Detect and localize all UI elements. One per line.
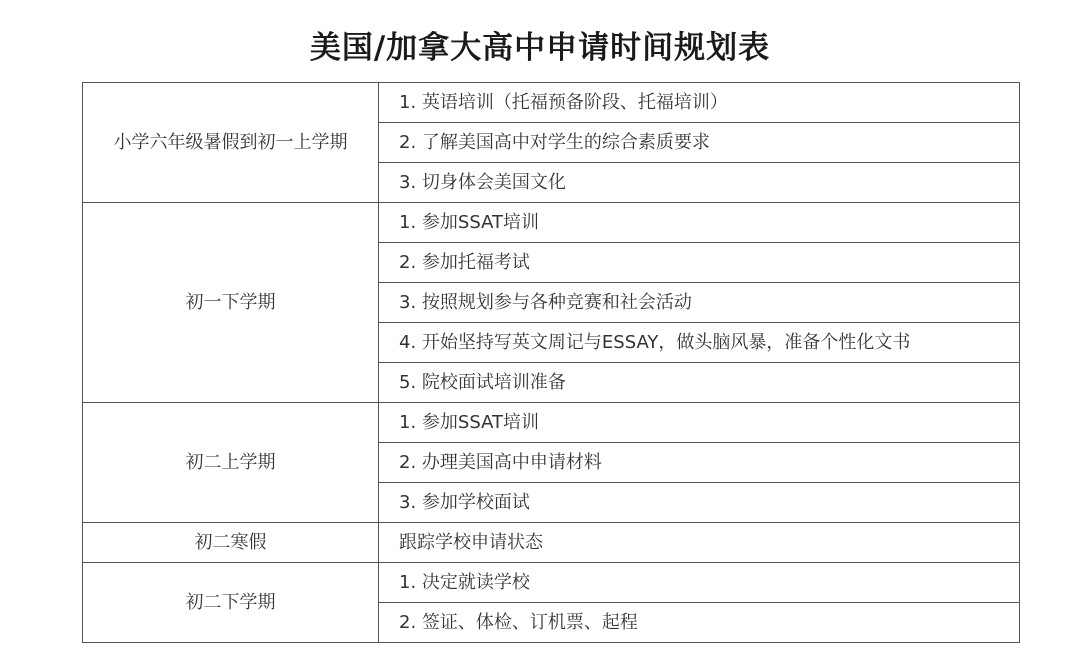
page-title: 美国/加拿大高中申请时间规划表 <box>309 30 771 66</box>
table-row <box>83 563 1020 603</box>
stage-cell: 初二寒假 <box>83 523 379 563</box>
table-row <box>83 403 1020 443</box>
table-row <box>83 83 1020 123</box>
task-cell: 1. 参加SSAT培训 <box>379 203 1020 243</box>
task-cell: 1. 参加SSAT培训 <box>379 403 1020 443</box>
timeline-table <box>82 82 1020 643</box>
task-cell: 3. 按照规划参与各种竞赛和社会活动 <box>379 283 1020 323</box>
table-row <box>83 523 1020 563</box>
task-cell: 3. 参加学校面试 <box>379 483 1020 523</box>
stage-cell: 小学六年级暑假到初一上学期 <box>83 83 379 203</box>
task-cell: 3. 切身体会美国文化 <box>379 163 1020 203</box>
task-cell: 5. 院校面试培训准备 <box>379 363 1020 403</box>
task-cell: 2. 办理美国高中申请材料 <box>379 443 1020 483</box>
table-row <box>83 203 1020 243</box>
task-cell: 1. 决定就读学校 <box>379 563 1020 603</box>
task-cell: 跟踪学校申请状态 <box>379 523 1020 563</box>
task-cell: 1. 英语培训（托福预备阶段、托福培训） <box>379 83 1020 123</box>
stage-cell: 初二下学期 <box>83 563 379 643</box>
stage-cell: 初一下学期 <box>83 203 379 403</box>
task-cell: 2. 签证、体检、订机票、起程 <box>379 603 1020 643</box>
task-cell: 2. 了解美国高中对学生的综合素质要求 <box>379 123 1020 163</box>
task-cell: 2. 参加托福考试 <box>379 243 1020 283</box>
task-cell: 4. 开始坚持写英文周记与ESSAY，做头脑风暴，准备个性化文书 <box>379 323 1020 363</box>
stage-cell: 初二上学期 <box>83 403 379 523</box>
